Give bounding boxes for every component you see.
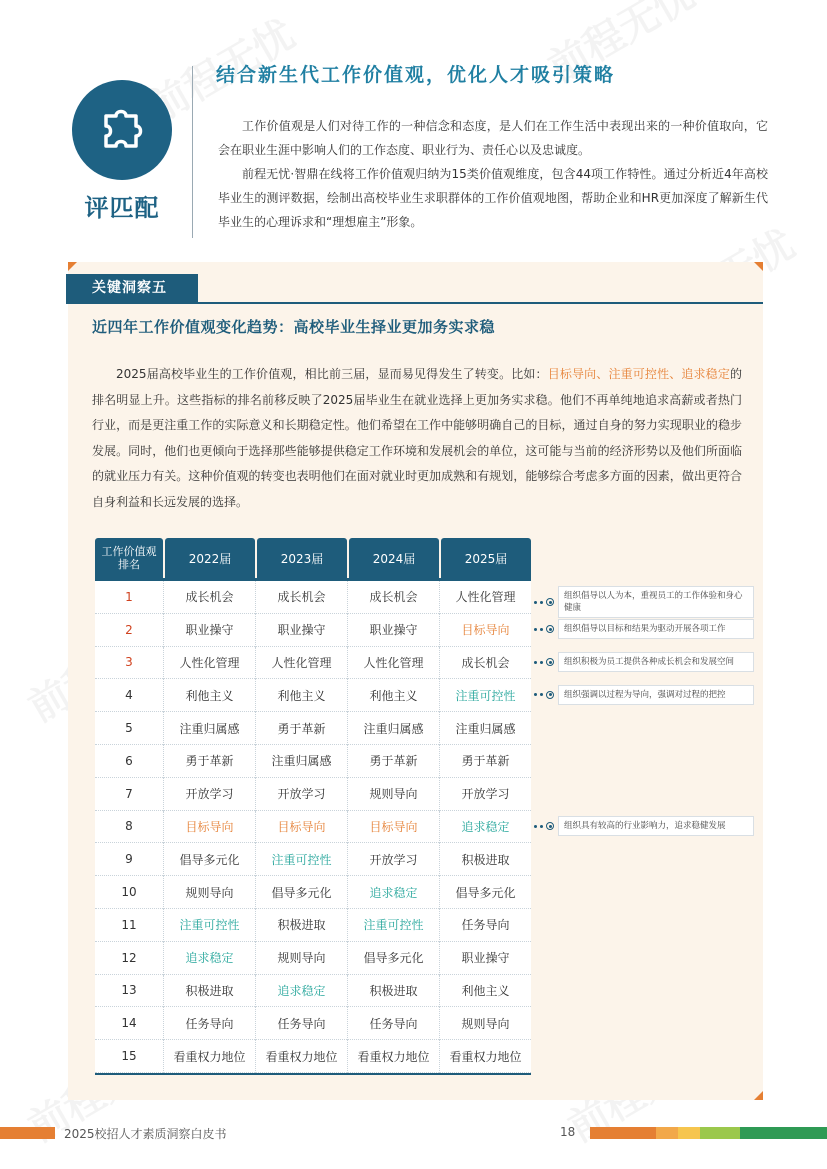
section-title: 结合新生代工作价值观，优化人才吸引策略 <box>216 64 616 86</box>
footer-bar <box>0 1127 55 1139</box>
value-cell: 人性化管理 <box>347 647 439 680</box>
value-cell: 勇于革新 <box>347 745 439 778</box>
table-row <box>95 942 531 975</box>
value-cell: 倡导多元化 <box>439 876 531 909</box>
annotation-callout <box>534 652 754 672</box>
column-header-2022: 2022届 <box>165 538 255 578</box>
annotation-text: 组织积极为员工提供各种成长机会和发展空间 <box>558 652 754 672</box>
value-cell: 注重归属感 <box>347 712 439 745</box>
annotation-text: 组织强调以过程为导向，强调对过程的把控 <box>558 685 754 705</box>
value-cell: 注重可控性 <box>347 909 439 942</box>
insight-body-text: 的排名明显上升。这些指标的排名前移反映了2025届毕业生在就业选择上更加务实求稳。他们不再单纯地追求高薪或者热门行业，而是更注重工作的实际意义和长期稳定性。他们希望在工作中能够明确自己的目标，通过自身的努力实现职业的稳步发展。同时，他们也更倾向于选择那些能够提供稳定工作环境和发展机会的单位，这可能与当前的经济形势以及他们所面临的就业压力有关。这种价值观的转变也表明他们在面对就业时更加成熟和有规划，能够综合考虑多方面的因素，做出更符合自身利益和长远发展的选择。 <box>92 367 742 509</box>
rank-cell: 10 <box>95 876 163 909</box>
annotation-text: 组织倡导以人为本，重视员工的工作体验和身心健康 <box>558 586 754 618</box>
rank-cell: 6 <box>95 745 163 778</box>
value-cell: 积极进取 <box>163 975 255 1008</box>
footer-bar-segment <box>700 1127 740 1139</box>
value-cell: 勇于革新 <box>163 745 255 778</box>
value-cell: 规则导向 <box>163 876 255 909</box>
value-cell: 倡导多元化 <box>347 942 439 975</box>
badge-label: 评匹配 <box>84 194 160 222</box>
column-header-2025: 2025届 <box>441 538 531 578</box>
value-cell: 注重可控性 <box>163 909 255 942</box>
header-divider <box>192 66 193 238</box>
value-cell: 注重归属感 <box>163 712 255 745</box>
footer-bar-segment <box>740 1127 827 1139</box>
table-row <box>95 975 531 1008</box>
value-cell: 目标导向 <box>255 811 347 844</box>
connector-icon <box>534 598 558 606</box>
annotation-callout <box>534 816 754 836</box>
value-cell: 成长机会 <box>347 581 439 614</box>
value-cell: 规则导向 <box>347 778 439 811</box>
value-cell: 目标导向 <box>439 614 531 647</box>
table-row <box>95 811 531 844</box>
insight-body-text: 2025届高校毕业生的工作价值观，相比前三届，显而易见得发生了转变。比如： <box>116 367 548 381</box>
value-cell: 倡导多元化 <box>163 843 255 876</box>
divider <box>95 1073 531 1075</box>
table-row <box>95 745 531 778</box>
footer-bar-segment <box>590 1127 656 1139</box>
rank-cell: 2 <box>95 614 163 647</box>
footer-color-bar <box>590 1127 827 1139</box>
value-cell: 追求稳定 <box>163 942 255 975</box>
table-body <box>95 581 531 1073</box>
value-cell: 职业操守 <box>439 942 531 975</box>
value-cell: 勇于革新 <box>439 745 531 778</box>
table-row <box>95 876 531 909</box>
value-cell: 规则导向 <box>255 942 347 975</box>
connector-icon <box>534 658 558 666</box>
table-row <box>95 712 531 745</box>
value-cell: 看重权力地位 <box>163 1040 255 1073</box>
value-cell: 追求稳定 <box>255 975 347 1008</box>
value-cell: 看重权力地位 <box>255 1040 347 1073</box>
value-cell: 利他主义 <box>439 975 531 1008</box>
table-row <box>95 1007 531 1040</box>
value-cell: 积极进取 <box>255 909 347 942</box>
value-cell: 规则导向 <box>439 1007 531 1040</box>
value-cell: 利他主义 <box>163 679 255 712</box>
table-row <box>95 909 531 942</box>
rank-cell: 13 <box>95 975 163 1008</box>
value-ranking-table <box>95 538 531 1075</box>
value-cell: 任务导向 <box>347 1007 439 1040</box>
value-cell: 注重可控性 <box>439 679 531 712</box>
panel-corner <box>754 262 763 271</box>
rank-cell: 5 <box>95 712 163 745</box>
connector-icon <box>534 691 558 699</box>
value-cell: 看重权力地位 <box>347 1040 439 1073</box>
rank-cell: 11 <box>95 909 163 942</box>
rank-cell: 9 <box>95 843 163 876</box>
value-cell: 开放学习 <box>347 843 439 876</box>
intro-paragraph: 工作价值观是人们对待工作的一种信念和态度，是人们在工作生活中表现出来的一种价值取向，它会在职业生涯中影响人们的工作态度、职业行为、责任心以及忠诚度。 <box>218 119 768 157</box>
intro-paragraph: 前程无忧·智鼎在线将工作价值观归纳为15类价值观维度，包含44项工作特性。通过分析近4年高校毕业生的测评数据，绘制出高校毕业生求职群体的工作价值观地图，帮助企业和HR更加深度了解新生代毕业生的心理诉求和“理想雇主”形象。 <box>218 167 768 229</box>
value-cell: 任务导向 <box>255 1007 347 1040</box>
puzzle-piece-icon <box>96 104 148 156</box>
value-cell: 开放学习 <box>439 778 531 811</box>
table-header <box>95 538 531 578</box>
table-row <box>95 647 531 680</box>
value-cell: 追求稳定 <box>439 811 531 844</box>
footer-bar-segment <box>678 1127 700 1139</box>
insight-body-highlight: 目标导向、注重可控性、追求稳定 <box>547 367 730 381</box>
rank-cell: 8 <box>95 811 163 844</box>
divider <box>66 302 763 304</box>
value-cell: 职业操守 <box>255 614 347 647</box>
table-row <box>95 614 531 647</box>
panel-corner <box>754 1091 763 1100</box>
rank-cell: 1 <box>95 581 163 614</box>
annotation-text: 组织具有较高的行业影响力，追求稳健发展 <box>558 816 754 836</box>
column-header-2024: 2024届 <box>349 538 439 578</box>
annotation-text: 组织倡导以目标和结果为驱动开展各项工作 <box>558 619 754 639</box>
value-cell: 目标导向 <box>347 811 439 844</box>
rank-cell: 15 <box>95 1040 163 1073</box>
value-cell: 任务导向 <box>439 909 531 942</box>
insight-tag: 关键洞察五 <box>66 274 198 302</box>
annotation-callout <box>534 619 754 639</box>
footer-title: 2025校招人才素质洞察白皮书 <box>64 1127 227 1141</box>
value-cell: 开放学习 <box>163 778 255 811</box>
value-cell: 利他主义 <box>255 679 347 712</box>
rank-cell: 7 <box>95 778 163 811</box>
table-row <box>95 778 531 811</box>
rank-cell: 3 <box>95 647 163 680</box>
value-cell: 注重可控性 <box>255 843 347 876</box>
value-cell: 看重权力地位 <box>439 1040 531 1073</box>
value-cell: 成长机会 <box>163 581 255 614</box>
column-header-rank: 工作价值观排名 <box>95 538 163 578</box>
value-cell: 成长机会 <box>255 581 347 614</box>
value-cell: 勇于革新 <box>255 712 347 745</box>
value-cell: 人性化管理 <box>255 647 347 680</box>
page-number: 18 <box>560 1125 576 1139</box>
value-cell: 开放学习 <box>255 778 347 811</box>
value-cell: 追求稳定 <box>347 876 439 909</box>
value-cell: 积极进取 <box>439 843 531 876</box>
annotation-callout <box>534 685 754 705</box>
connector-icon <box>534 625 558 633</box>
panel-corner <box>68 262 77 271</box>
value-cell: 职业操守 <box>347 614 439 647</box>
insight-body <box>92 362 742 515</box>
value-cell: 利他主义 <box>347 679 439 712</box>
table-row <box>95 679 531 712</box>
table-row <box>95 581 531 614</box>
value-cell: 人性化管理 <box>439 581 531 614</box>
value-cell: 积极进取 <box>347 975 439 1008</box>
value-cell: 倡导多元化 <box>255 876 347 909</box>
table-row <box>95 843 531 876</box>
column-header-2023: 2023届 <box>257 538 347 578</box>
footer-bar-segment <box>656 1127 678 1139</box>
insight-heading: 近四年工作价值观变化趋势：高校毕业生择业更加务实求稳 <box>92 318 496 336</box>
table-row <box>95 1040 531 1073</box>
value-cell: 注重归属感 <box>439 712 531 745</box>
rank-cell: 12 <box>95 942 163 975</box>
value-cell: 成长机会 <box>439 647 531 680</box>
value-cell: 任务导向 <box>163 1007 255 1040</box>
badge-circle <box>72 80 172 180</box>
value-cell: 注重归属感 <box>255 745 347 778</box>
value-cell: 人性化管理 <box>163 647 255 680</box>
value-cell: 目标导向 <box>163 811 255 844</box>
value-cell: 职业操守 <box>163 614 255 647</box>
rank-cell: 14 <box>95 1007 163 1040</box>
rank-cell: 4 <box>95 679 163 712</box>
annotation-callout <box>534 586 754 618</box>
connector-icon <box>534 822 558 830</box>
